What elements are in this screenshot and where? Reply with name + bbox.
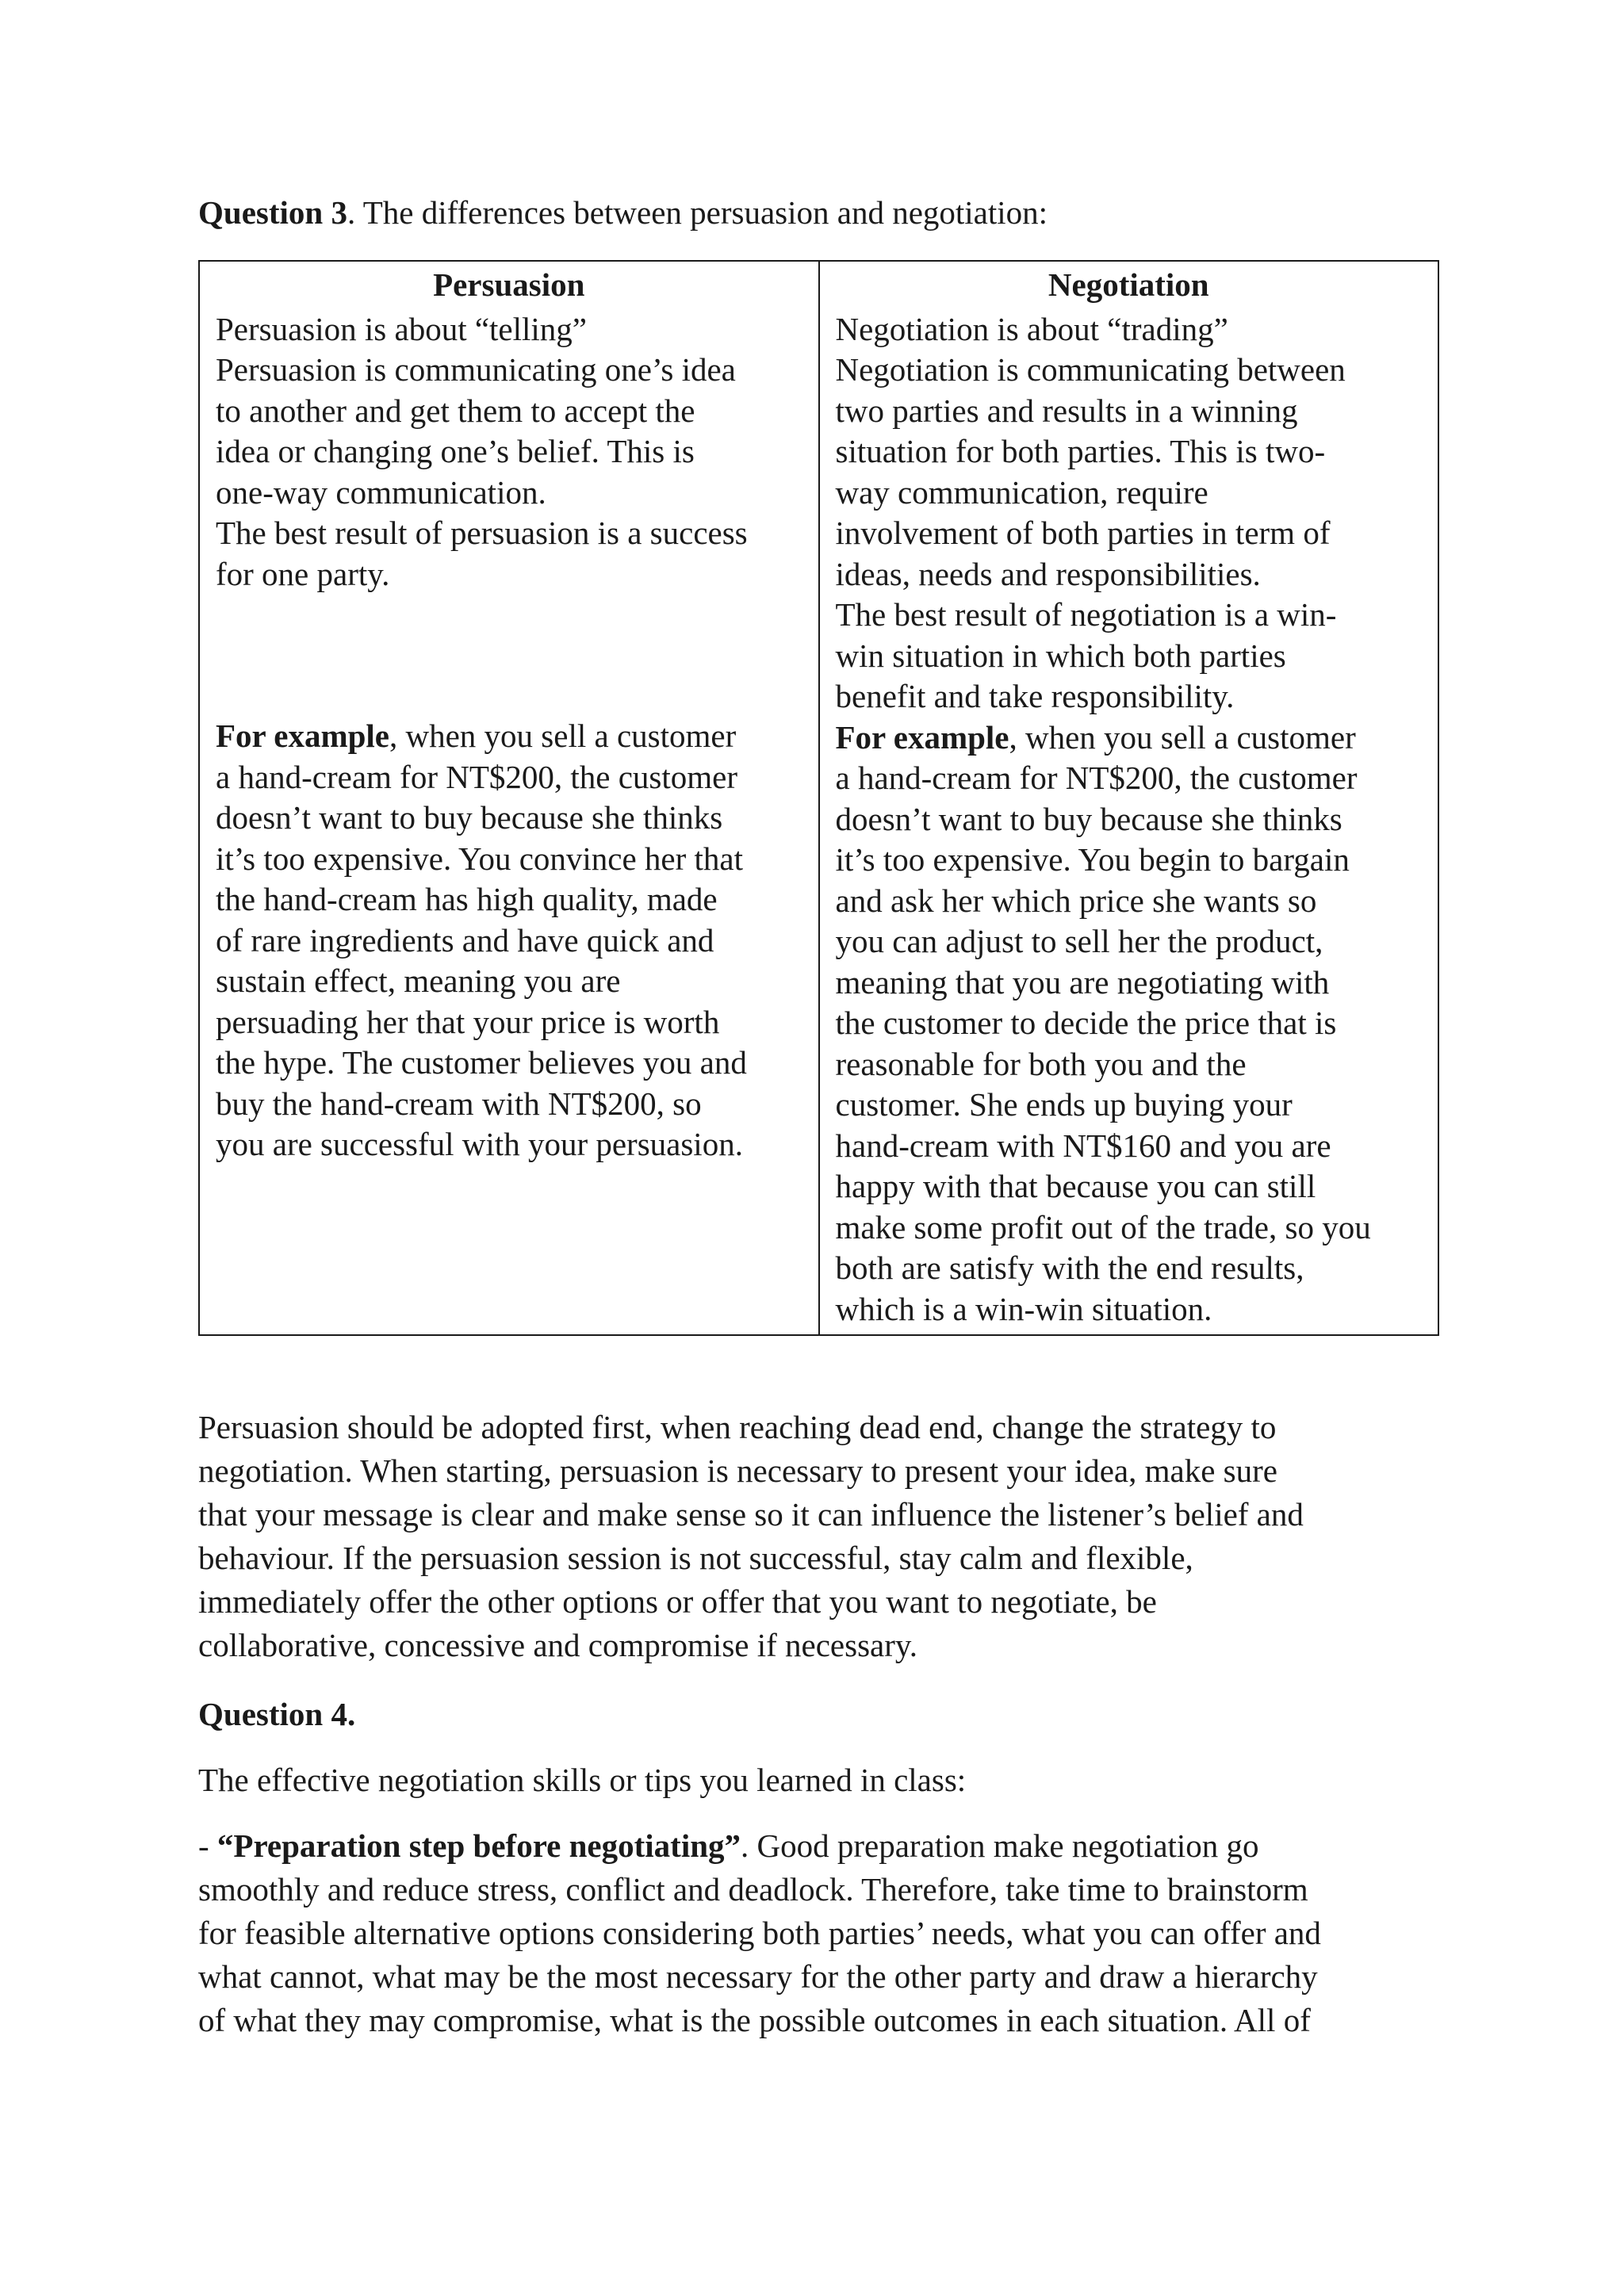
tip-bold-title: “Preparation step before negotiating” [216, 1827, 741, 1864]
negotiation-line: two parties and results in a winning [835, 392, 1298, 429]
question-3-title: . The differences between persuasion and negotiation: [347, 194, 1048, 231]
comparison-table [198, 260, 1439, 1336]
negotiation-example-line: reasonable for both you and the [835, 1045, 1247, 1082]
persuasion-example-line: it’s too expensive. You convince her that [216, 840, 744, 877]
negotiation-example-line: a hand-cream for NT$200, the customer [835, 760, 1358, 796]
table-body-row [199, 306, 1438, 1336]
persuasion-example-line: persuading her that your price is worth [216, 1003, 720, 1040]
tip-bullet: - [198, 1827, 217, 1864]
negotiation-example-line: both are satisfy with the end results, [835, 1249, 1304, 1286]
persuasion-example-line: the hype. The customer believes you and [216, 1044, 747, 1081]
persuasion-line: to another and get them to accept the [216, 392, 695, 429]
tip-line: what cannot, what may be the most necessary for the other party and draw a hierarchy [198, 1958, 1318, 1995]
negotiation-example-line: the customer to decide the price that is [835, 1004, 1337, 1041]
persuasion-line: idea or changing one’s belief. This is [216, 433, 695, 469]
tip-line: smoothly and reduce stress, conflict and deadlock. Therefore, take time to brainstorm [198, 1871, 1308, 1908]
question-4-intro: The effective negotiation skills or tips you learned in class: [198, 1762, 967, 1798]
summary-paragraph [198, 1406, 1439, 1667]
negotiation-example-line: make some profit out of the trade, so you [835, 1208, 1371, 1246]
question-3-label: Question 3 [198, 194, 347, 231]
summary-line: negotiation. When starting, persuasion is necessary to present your idea, make sure [198, 1452, 1277, 1489]
summary-line: behaviour. If the persuasion session is not successful, stay calm and flexible, [198, 1540, 1193, 1576]
tip-line: for feasible alternative options considering both parties’ needs, what you can offer and [198, 1915, 1321, 1951]
persuasion-example-line: doesn’t want to buy because she thinks [216, 799, 723, 836]
question-3-heading [198, 190, 1439, 235]
persuasion-cell [199, 306, 819, 1336]
negotiation-example-line: meaning that you are negotiating with [835, 963, 1330, 1001]
negotiation-line: The best result of negotiation is a win- [835, 596, 1337, 633]
negotiation-example-line: hand-cream with NT$160 and you are [835, 1127, 1331, 1164]
persuasion-example-line: of rare ingredients and have quick and [216, 921, 714, 959]
negotiation-example-line: you can adjust to sell her the product, [835, 923, 1323, 959]
persuasion-example-line: you are successful with your persuasion. [216, 1126, 743, 1162]
spacer [216, 595, 802, 716]
negotiation-example-line: doesn’t want to buy because she thinks [835, 800, 1342, 837]
tip-line [198, 1824, 1439, 1868]
persuasion-example-line: buy the hand-cream with NT$200, so [216, 1085, 702, 1122]
negotiation-line: win situation in which both parties [835, 637, 1286, 674]
negotiation-example-line: it’s too expensive. You begin to bargain [835, 841, 1350, 878]
negotiation-cell [819, 306, 1439, 1336]
negotiation-example-line: customer. She ends up buying your [835, 1086, 1293, 1123]
persuasion-example-text: , when you sell a customer [389, 718, 737, 754]
document-page [198, 190, 1439, 2042]
negotiation-example-line [836, 718, 1423, 759]
summary-line: Persuasion should be adopted first, when reaching dead end, change the strategy to [198, 1409, 1277, 1445]
negotiation-header: Negotiation [819, 261, 1439, 306]
table-header-row [199, 261, 1438, 306]
persuasion-line: Persuasion is about “telling” [216, 310, 587, 347]
negotiation-line: way communication, require [835, 473, 1208, 511]
negotiation-line: situation for both parties. This is two- [835, 433, 1326, 469]
persuasion-example-line: a hand-cream for NT$200, the customer [216, 758, 738, 795]
question-4-heading: Question 4. [198, 1696, 356, 1732]
negotiation-line: benefit and take responsibility. [835, 678, 1235, 714]
persuasion-line: for one party. [216, 555, 390, 592]
persuasion-example-line [216, 716, 802, 757]
persuasion-line: one-way communication. [216, 473, 546, 511]
negotiation-line: Negotiation is about “trading” [835, 310, 1228, 347]
negotiation-example-label: For example [835, 718, 1009, 756]
negotiation-example-line: happy with that because you can still [835, 1168, 1316, 1204]
summary-line: collaborative, concessive and compromise if necessary. [198, 1627, 917, 1663]
question-4-tip [198, 1824, 1439, 2042]
persuasion-example-line: the hand-cream has high quality, made [216, 881, 718, 917]
persuasion-line: The best result of persuasion is a success [216, 515, 748, 551]
negotiation-line: ideas, needs and responsibilities. [835, 555, 1261, 592]
persuasion-example-label: For example [216, 718, 389, 754]
negotiation-line: involvement of both parties in term of [835, 515, 1331, 551]
summary-line: immediately offer the other options or offer that you want to negotiate, be [198, 1583, 1157, 1620]
negotiation-example-line: which is a win-win situation. [835, 1290, 1212, 1327]
tip-text: . Good preparation make negotiation go [741, 1827, 1259, 1864]
persuasion-example-line: sustain effect, meaning you are [216, 962, 621, 999]
negotiation-line: Negotiation is communicating between [835, 351, 1346, 388]
negotiation-example-line: and ask her which price she wants so [835, 882, 1317, 919]
tip-line: of what they may compromise, what is the possible outcomes in each situation. All of [198, 2002, 1311, 2038]
summary-line: that your message is clear and make sense so it can influence the listener’s belief and [198, 1496, 1304, 1533]
persuasion-header: Persuasion [199, 261, 819, 306]
negotiation-example-text: , when you sell a customer [1009, 718, 1356, 756]
persuasion-line: Persuasion is communicating one’s idea [216, 351, 736, 388]
